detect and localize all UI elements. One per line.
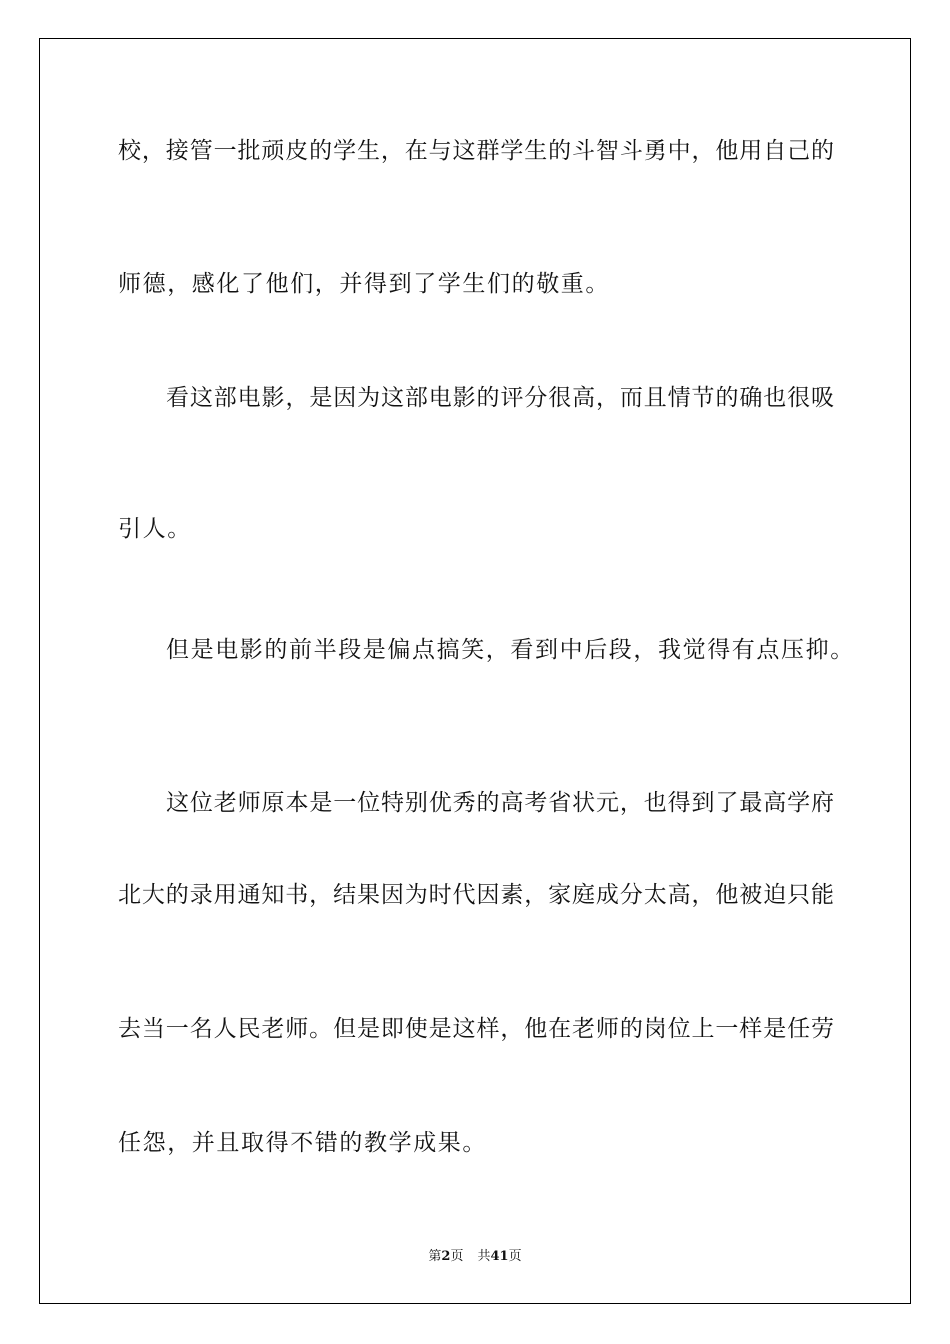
page-footer bbox=[40, 1248, 910, 1266]
text-line-7: 北大的录用通知书，结果因为时代因素，家庭成分太高，他被迫只能 bbox=[118, 882, 834, 908]
text-line-9: 任怨，并且取得不错的教学成果。 bbox=[118, 1130, 487, 1156]
text-line-8: 去当一名人民老师。但是即使是这样，他在老师的岗位上一样是任劳 bbox=[118, 1016, 834, 1042]
total-suffix: 页 bbox=[508, 1249, 522, 1264]
document-page bbox=[39, 38, 911, 1304]
text-line-4: 引人。 bbox=[118, 516, 192, 542]
page-number: 2 bbox=[441, 1249, 451, 1264]
text-line-5: 但是电影的前半段是偏点搞笑，看到中后段，我觉得有点压抑。 bbox=[166, 637, 855, 663]
total-pages: 41 bbox=[490, 1249, 509, 1264]
page-prefix: 第 bbox=[428, 1249, 442, 1264]
text-line-6: 这位老师原本是一位特别优秀的高考省状元，也得到了最高学府 bbox=[166, 790, 834, 816]
text-line-1: 校，接管一批顽皮的学生，在与这群学生的斗智斗勇中，他用自己的 bbox=[118, 138, 834, 164]
total-prefix: 共 bbox=[477, 1249, 491, 1264]
text-line-2: 师德，感化了他们，并得到了学生们的敬重。 bbox=[118, 271, 610, 297]
page-suffix: 页 bbox=[450, 1249, 464, 1264]
text-line-3: 看这部电影，是因为这部电影的评分很高，而且情节的确也很吸 bbox=[166, 385, 834, 411]
